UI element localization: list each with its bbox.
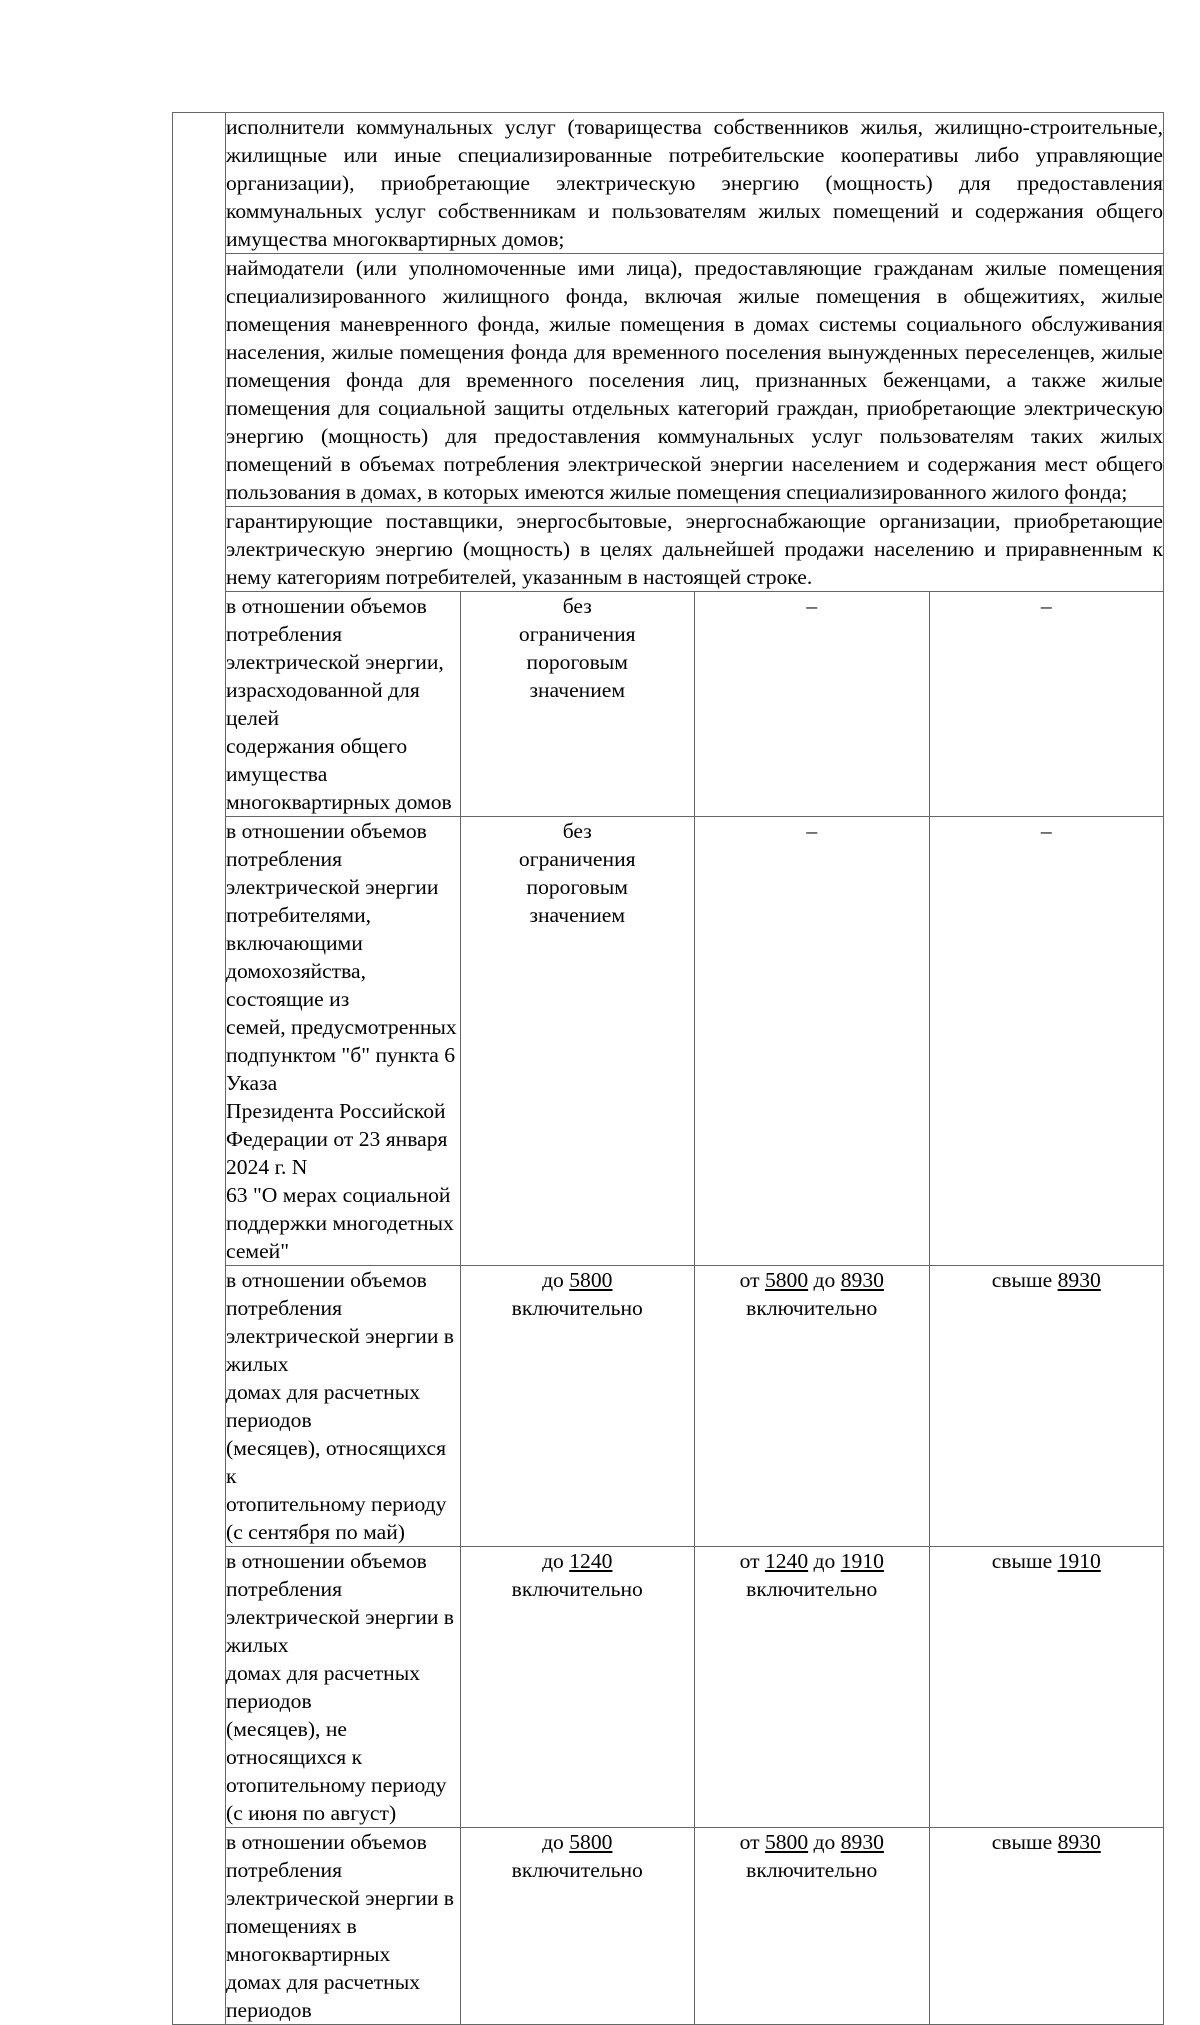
row-label-cell [226, 592, 461, 817]
paragraph-row [173, 507, 1164, 592]
row-label-line: семей, предусмотренных [226, 1015, 457, 1039]
paragraph-row [173, 254, 1164, 507]
threshold-middle-cell [695, 1828, 930, 2025]
row-label-cell [226, 1547, 461, 1828]
prefix-text: свыше [991, 1830, 1058, 1854]
row-label-line: электрической энергии, [226, 650, 444, 674]
row-label-line: (с июня по август) [226, 1801, 397, 1825]
row-label-line: (месяцев), не относящихся к [226, 1717, 363, 1769]
threshold-middle-cell [695, 592, 930, 817]
threshold-value: 5800 [764, 1830, 809, 1854]
row-label-line: Президента Российской [226, 1099, 446, 1123]
table-row [173, 1547, 1164, 1828]
row-label-line: отопительному периоду [226, 1492, 447, 1516]
tariff-threshold-table [172, 112, 1164, 2025]
table-row [173, 592, 1164, 817]
row-label-line: подпунктом "б" пункта 6 Указа [226, 1043, 456, 1095]
prefix-text: свыше [991, 1268, 1058, 1292]
threshold-upper-cell [929, 817, 1164, 1266]
row-label-line: домах для расчетных периодов [226, 1661, 421, 1713]
range-separator-text: до [808, 1549, 841, 1573]
threshold-value: 5800 [569, 1268, 613, 1292]
threshold-text-line: пороговым [526, 875, 628, 899]
threshold-value: 8930 [1057, 1268, 1101, 1292]
row-label-line: многоквартирных домов [226, 790, 452, 814]
paragraph-cell [226, 254, 1164, 507]
threshold-lower-cell [460, 817, 695, 1266]
row-label-line: в отношении объемов потребления [226, 1830, 427, 1882]
paragraph-row [173, 113, 1164, 254]
index-column-cell [173, 113, 226, 2025]
row-label-cell [226, 817, 461, 1266]
inclusive-text: включительно [511, 1577, 643, 1601]
range-separator-text: до [808, 1268, 841, 1292]
threshold-text-line: значением [529, 903, 626, 927]
row-label-line: электрической энергии [226, 875, 439, 899]
table-row [173, 1266, 1164, 1547]
threshold-value: 5800 [764, 1268, 809, 1292]
row-label-line: электрической энергии в жилых [226, 1605, 454, 1657]
threshold-value: 1910 [1057, 1549, 1101, 1573]
threshold-text-line: ограничения [518, 847, 636, 871]
threshold-value: 1910 [840, 1549, 884, 1573]
inclusive-text: включительно [511, 1296, 643, 1320]
threshold-value: 1240 [569, 1549, 613, 1573]
prefix-text: от [739, 1549, 765, 1573]
row-label-line: израсходованной для целей [226, 678, 420, 730]
inclusive-text: включительно [746, 1296, 878, 1320]
paragraph-text: наймодатели (или уполномоченные ими лица), предоставляющие гражданам жилые помещения специализированного жилищного фонда, включая жилые помещения в общежитиях, жилые помещения маневренного фонда, жилые помещения в домах системы социального обслуживания населения, жилые помещения фонда для временного поселения вынужденных переселенцев, жилые помещения фонда для временного поселения лиц, признанных беженцами, а также жилые помещения для социальной защиты отдельных категорий граждан, приобретающие электрическую энергию (мощность) для предоставления коммунальных услуг пользователям таких жилых помещений в объемах потребления электрической энергии населением и содержания мест общего пользования в домах, в которых имеются жилые помещения специализированного жилого фонда; [226, 256, 1163, 504]
dash-mark: – [1040, 594, 1052, 618]
row-label-line: Федерации от 23 января 2024 г. N [226, 1127, 448, 1179]
table-row [173, 817, 1164, 1266]
prefix-text: до [542, 1268, 570, 1292]
threshold-text-line: пороговым [526, 650, 628, 674]
threshold-upper-cell [929, 1828, 1164, 2025]
row-label-line: электрической энергии в [226, 1886, 454, 1910]
threshold-middle-cell [695, 1547, 930, 1828]
row-label-line: домах для расчетных периодов [226, 1380, 421, 1432]
row-label-line: содержания общего имущества [226, 734, 408, 786]
threshold-middle-cell [695, 1266, 930, 1547]
row-label-cell [226, 1828, 461, 2025]
row-label-line: (с сентября по май) [226, 1520, 405, 1544]
threshold-value: 8930 [1057, 1830, 1101, 1854]
dash-mark: – [806, 594, 818, 618]
threshold-lower-cell [460, 1547, 695, 1828]
threshold-value: 5800 [569, 1830, 613, 1854]
range-separator-text: до [808, 1830, 841, 1854]
paragraph-text: исполнители коммунальных услуг (товарищества собственников жилья, жилищно-строительные, жилищные или иные специализированные потребительские кооперативы либо управляющие организации), приобретающие электрическую энергию (мощность) для предоставления коммунальных услуг собственникам и пользователям жилых помещений и содержания общего имущества многоквартирных домов; [226, 115, 1163, 251]
row-label-line: электрической энергии в жилых [226, 1324, 454, 1376]
prefix-text: до [542, 1549, 570, 1573]
threshold-middle-cell [695, 817, 930, 1266]
row-label-line: домах для расчетных периодов [226, 1970, 421, 2022]
threshold-lower-cell [460, 1828, 695, 2025]
prefix-text: от [739, 1830, 765, 1854]
threshold-upper-cell [929, 1266, 1164, 1547]
prefix-text: от [739, 1268, 765, 1292]
threshold-upper-cell [929, 592, 1164, 817]
inclusive-text: включительно [746, 1858, 878, 1882]
paragraph-text: гарантирующие поставщики, энергосбытовые, энергоснабжающие организации, приобретающие электрическую энергию (мощность) в целях дальнейшей продажи населению и приравненным к нему категориям потребителей, указанным в настоящей строке. [226, 509, 1163, 589]
row-label-line: в отношении объемов потребления [226, 1268, 427, 1320]
threshold-text-line: значением [529, 678, 626, 702]
row-label-line: домохозяйства, состоящие из [226, 959, 367, 1011]
threshold-text-line: без [562, 594, 592, 618]
row-label-line: в отношении объемов потребления [226, 594, 427, 646]
dash-mark: – [1040, 819, 1052, 843]
threshold-upper-cell [929, 1547, 1164, 1828]
threshold-value: 8930 [840, 1268, 884, 1292]
inclusive-text: включительно [511, 1858, 643, 1882]
document-page [172, 112, 1164, 2025]
row-label-line: помещениях в многоквартирных [226, 1914, 391, 1966]
row-label-line: (месяцев), относящихся к [226, 1436, 447, 1488]
row-label-line: в отношении объемов потребления [226, 819, 427, 871]
threshold-text-line: без [562, 819, 592, 843]
row-label-line: поддержки многодетных семей" [226, 1211, 454, 1263]
threshold-lower-cell [460, 1266, 695, 1547]
inclusive-text: включительно [746, 1577, 878, 1601]
threshold-lower-cell [460, 592, 695, 817]
row-label-line: потребителями, включающими [226, 903, 372, 955]
threshold-text-line: ограничения [518, 622, 636, 646]
table-row [173, 1828, 1164, 2025]
prefix-text: до [542, 1830, 570, 1854]
threshold-value: 8930 [840, 1830, 884, 1854]
prefix-text: свыше [991, 1549, 1058, 1573]
paragraph-cell [226, 113, 1164, 254]
row-label-line: в отношении объемов потребления [226, 1549, 427, 1601]
threshold-value: 1240 [764, 1549, 809, 1573]
paragraph-cell [226, 507, 1164, 592]
row-label-line: отопительному периоду [226, 1773, 447, 1797]
row-label-line: 63 "О мерах социальной [226, 1183, 451, 1207]
row-label-cell [226, 1266, 461, 1547]
dash-mark: – [806, 819, 818, 843]
